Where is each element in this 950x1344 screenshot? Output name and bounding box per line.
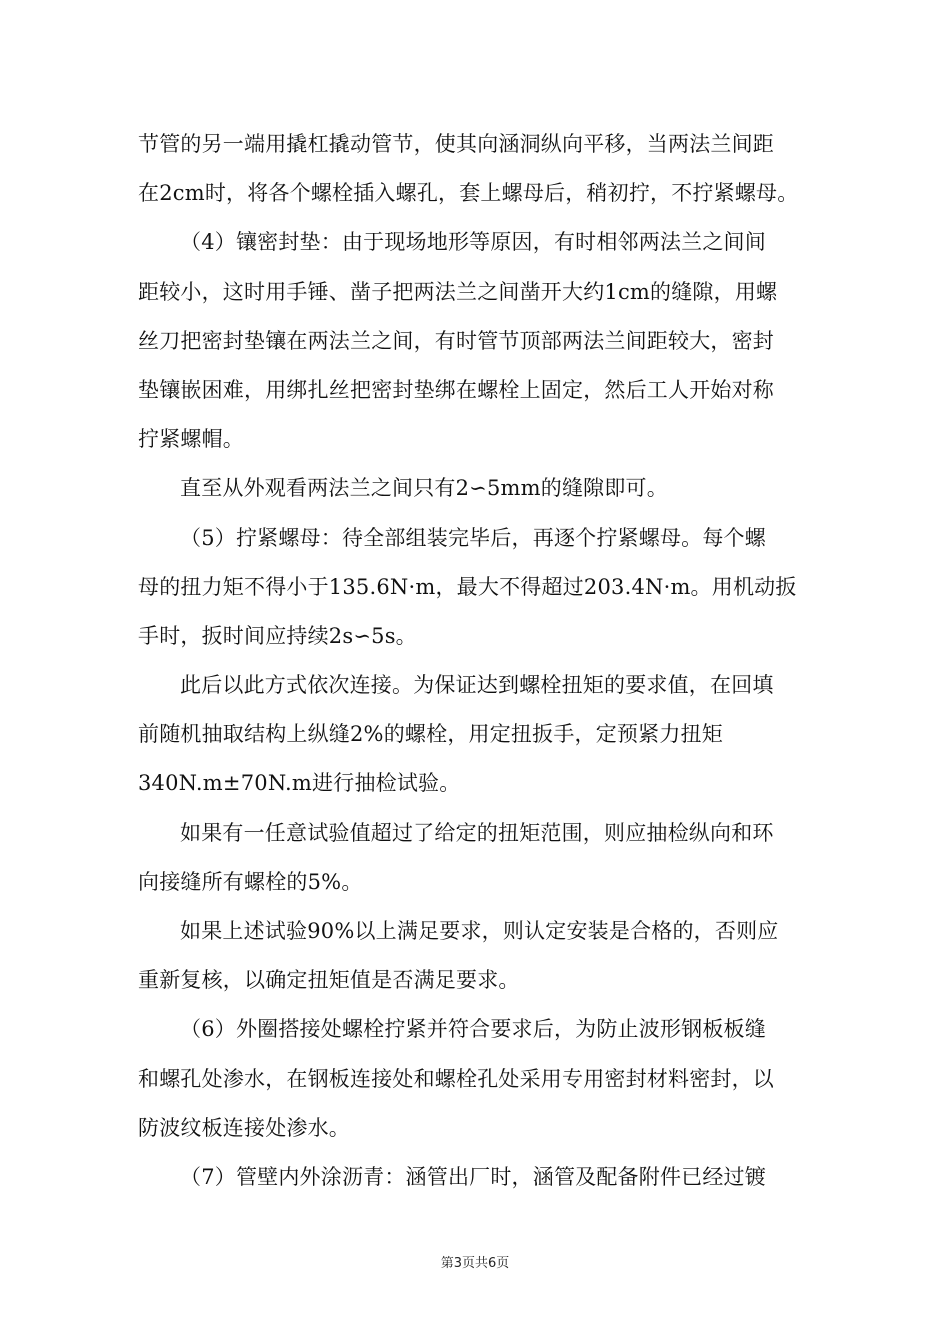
text-line: （5）拧紧螺母：待全部组装完毕后，再逐个拧紧螺母。每个螺: [180, 525, 766, 550]
text-line: 在2cm时，将各个螺栓插入螺孔，套上螺母后，稍初拧，不拧紧螺母。: [138, 181, 799, 206]
text-line: 垫镶嵌困难，用绑扎丝把密封垫绑在螺栓上固定，然后工人开始对称: [138, 377, 774, 402]
text-line: 此后以此方式依次连接。为保证达到螺栓扭矩的要求值，在回填: [180, 673, 774, 698]
text-line: 和螺孔处渗水，在钢板连接处和螺栓孔处采用专用密封材料密封，以: [138, 1066, 774, 1091]
text-line: 如果有一任意试验值超过了给定的扭矩范围，则应抽检纵向和环: [180, 820, 774, 845]
text-line: 拧紧螺帽。: [138, 427, 244, 452]
text-line: 向接缝所有螺栓的5%。: [138, 869, 363, 894]
text-line: 节管的另一端用撬杠撬动管节，使其向涵洞纵向平移，当两法兰间距: [138, 132, 774, 156]
text-line: 母的扭力矩不得小于135.6N·m，最大不得超过203.4N·m。用机动扳: [138, 574, 797, 599]
text-line: 前随机抽取结构上纵缝2%的螺栓，用定扭扳手，定预紧力扭矩: [138, 722, 723, 747]
text-line: 手时，扳时间应持续2s∽5s。: [138, 623, 417, 648]
text-line: 距较小，这时用手锤、凿子把两法兰之间凿开大约1cm的缝隙，用螺: [138, 279, 778, 304]
text-line: 丝刀把密封垫镶在两法兰之间，有时管节顶部两法兰间距较大，密封: [138, 328, 774, 353]
text-line: 340N.m±70N.m进行抽检试验。: [138, 771, 461, 796]
text-line: （6）外圈搭接处螺栓拧紧并符合要求后，为防止波形钢板板缝: [180, 1017, 766, 1042]
page-number-footer: 第3页共6页: [440, 1256, 510, 1271]
text-line: （7）管壁内外涂沥青：涵管出厂时，涵管及配备附件已经过镀: [180, 1164, 766, 1189]
text-line: 重新复核，以确定扭矩值是否满足要求。: [138, 968, 520, 993]
body-text: [138, 120, 818, 1202]
text-line: 如果上述试验90%以上满足要求，则认定安装是合格的，否则应: [180, 919, 779, 943]
text-line: 直至从外观看两法兰之间只有2∽5mm的缝隙即可。: [180, 476, 668, 501]
text-line: 防波纹板连接处渗水。: [138, 1115, 350, 1140]
text-line: （4）镶密封垫：由于现场地形等原因，有时相邻两法兰之间间: [180, 230, 766, 255]
